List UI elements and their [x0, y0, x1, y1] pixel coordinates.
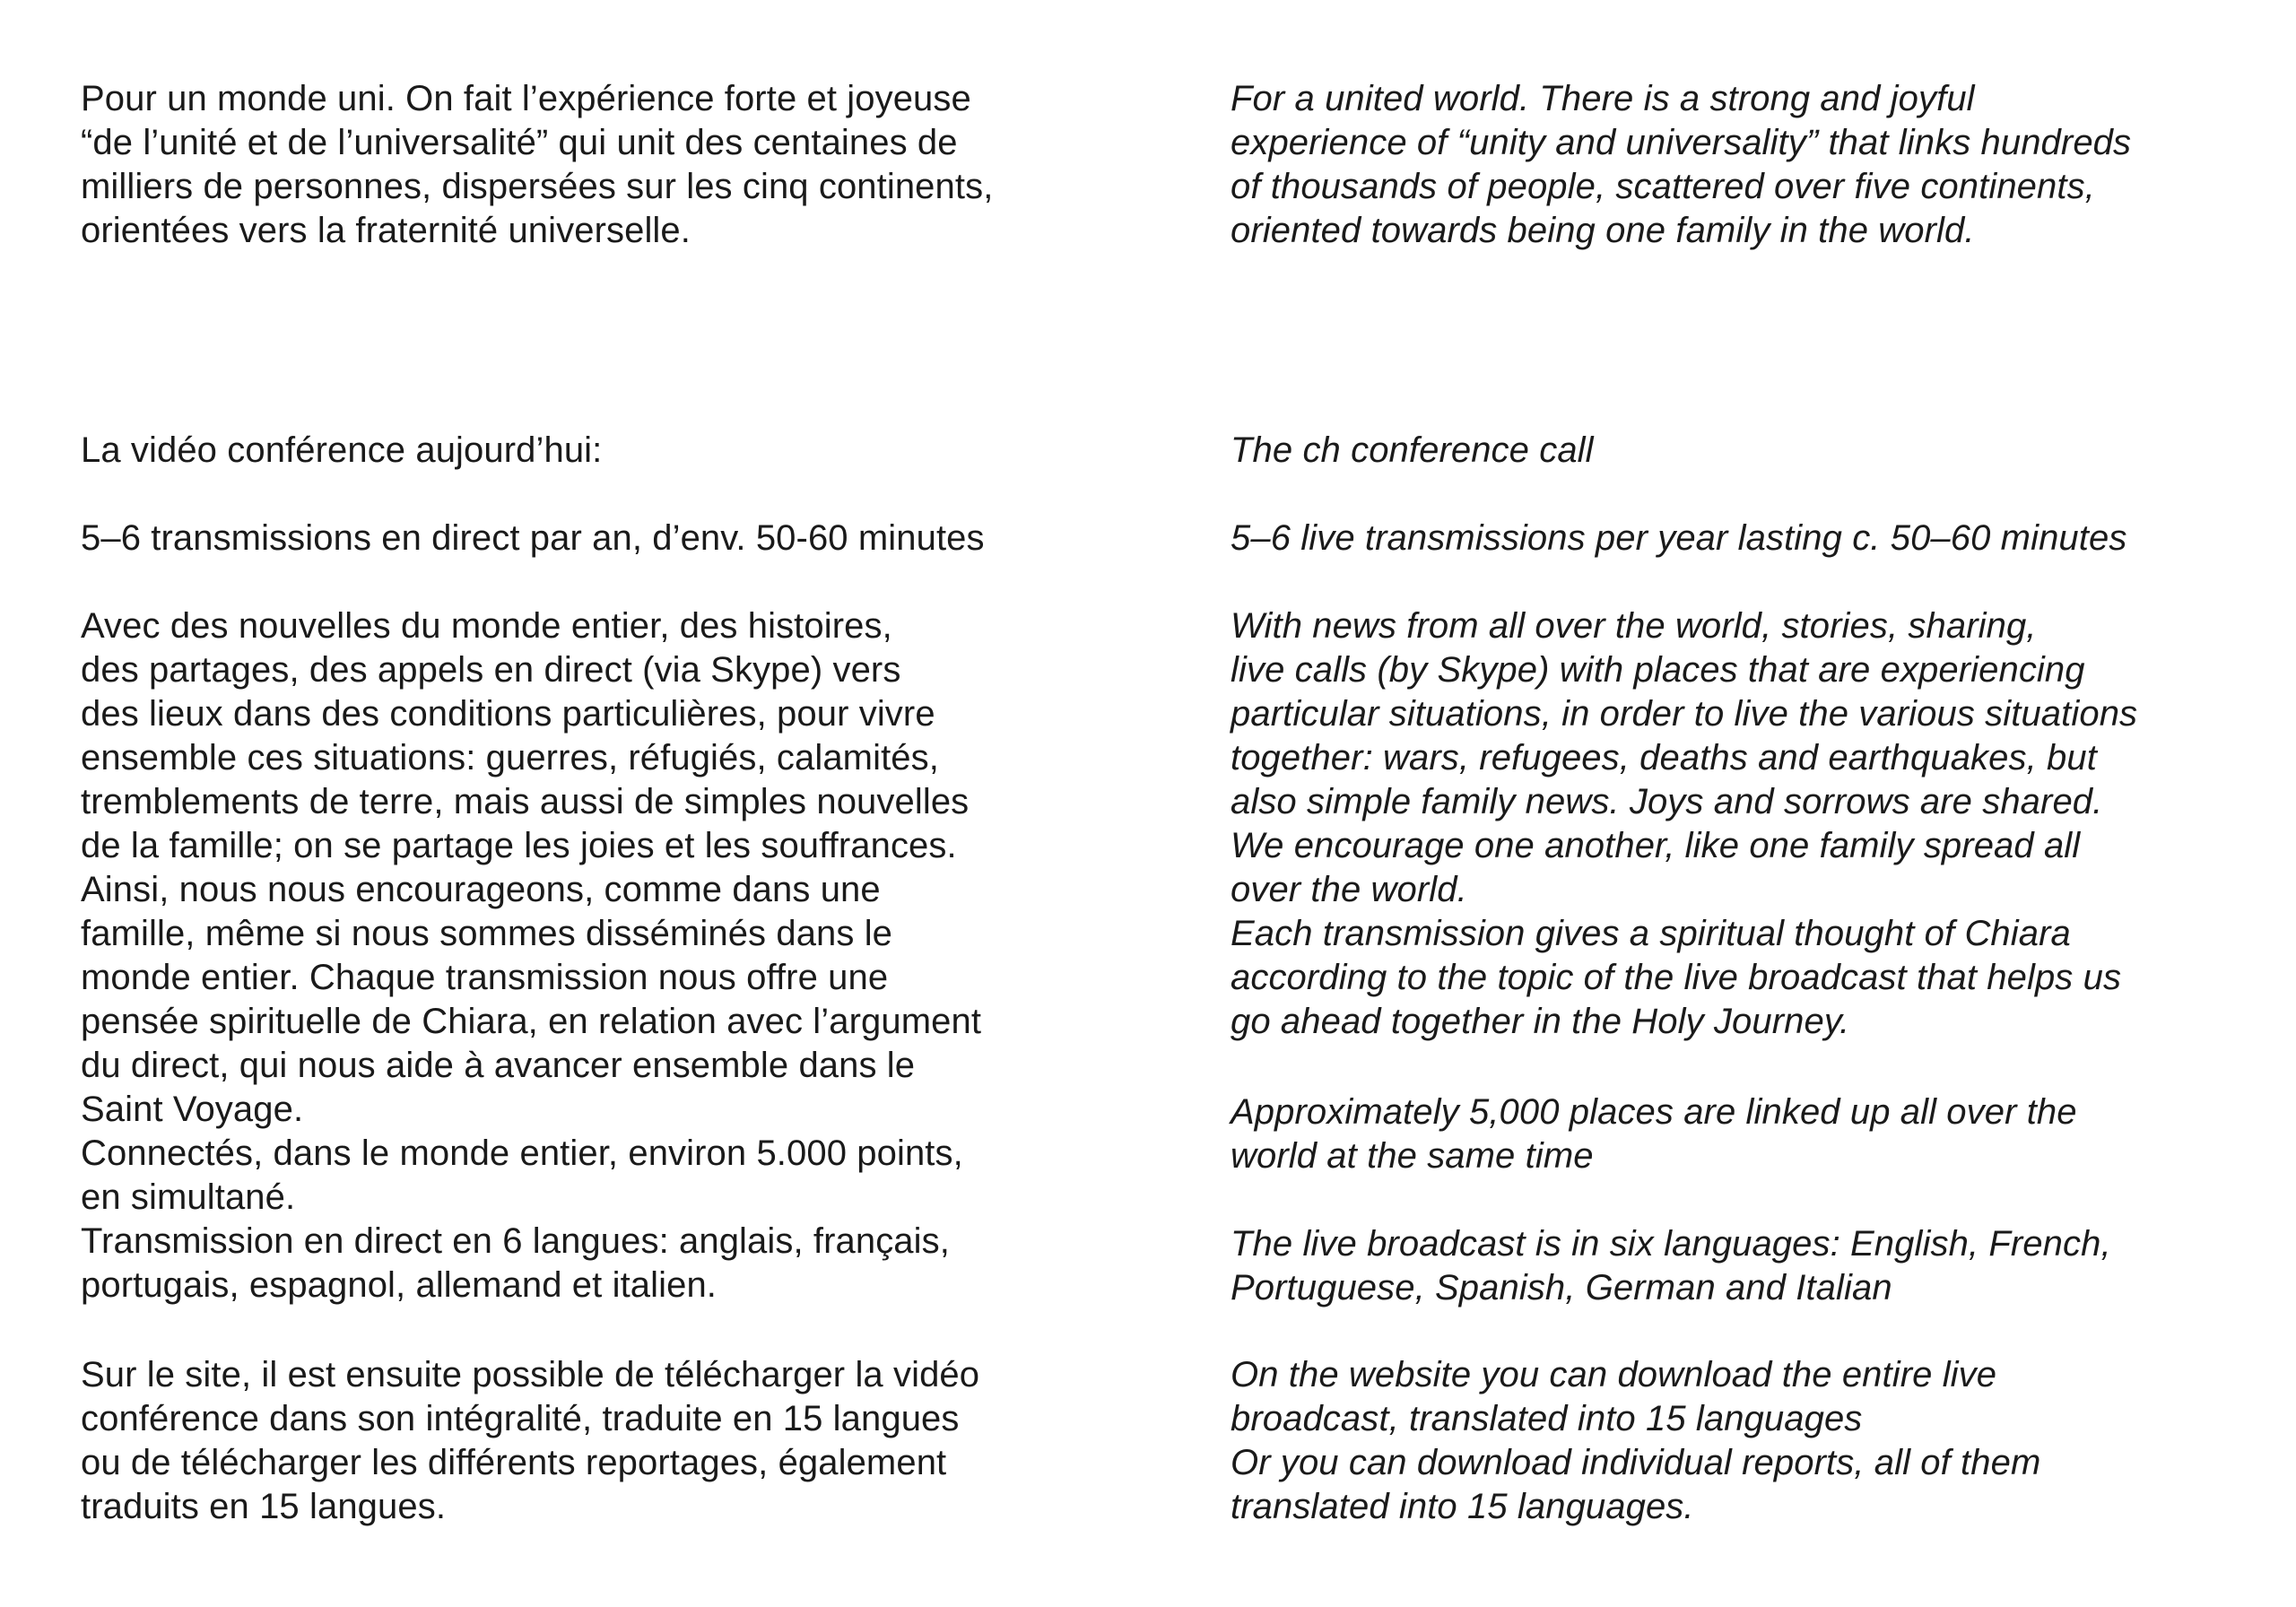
english-website-paragraph: On the website you can download the entire live broadcast, translated into 15 languages Or you can download individual reports, all of them translated into 15 languages.	[1231, 1355, 2041, 1526]
english-intro-paragraph: For a united world. There is a strong and joyful experience of “unity and universality” that links hundreds of thousands of people, scattered over five continents, oriented towards being one family in the world.	[1231, 79, 2132, 250]
english-section-heading: The ch conference call	[1231, 430, 1594, 470]
french-intro-paragraph: Pour un monde uni. On fait l’expérience forte et joyeuse “de l’unité et de l’universalité” qui unit des centaines de milliers de personnes, dispersées sur les cinq continents, orientées vers la fraternité universelle.	[81, 79, 994, 250]
french-body-paragraph: Avec des nouvelles du monde entier, des histoires, des partages, des appels en direct (via Skype) vers des lieux dans des conditions particulières, pour vivre ensemble ces situations: guerres, réfugiés, calamités, tremblements de terre, mais aussi de simples nouvelles de la famille; on se partage les joies et les souffrances. Ainsi, nous nous encourageons, comme dans une famille, même si nous sommes disséminés dans le monde entier. Chaque transmission nous offre une pensée spirituelle de Chiara, en relation avec l’argument du direct, qui nous aide à avancer ensemble dans le Saint Voyage. Connectés, dans le monde entier, environ 5.000 points, en simultané. Transmission en direct en 6 langues: anglais, français, portugais, espagnol, allemand et italien.	[81, 606, 982, 1305]
english-frequency-line: 5–6 live transmissions per year lasting c. 50–60 minutes	[1231, 518, 2127, 558]
french-frequency-line: 5–6 transmissions en direct par an, d’env. 50-60 minutes	[81, 518, 985, 558]
english-body-paragraph: With news from all over the world, stories, sharing, live calls (by Skype) with places that are experiencing particular situations, in order to live the various situations together: wars, refugees, deaths and earthquakes, but also simple family news. Joys and sorrows are shared. We encourage one another, like one family spread all over the world. Each transmission gives a spiritual thought of Chiara according to the topic of the live broadcast that helps us go ahead together in the Holy Journey.	[1231, 606, 2138, 1041]
french-website-paragraph: Sur le site, il est ensuite possible de télécharger la vidéo conférence dans son intégralité, traduite en 15 langues ou de télécharger les différents reportages, également traduits en 15 langues.	[81, 1355, 980, 1526]
english-languages-paragraph: The live broadcast is in six languages: English, French, Portuguese, Spanish, German and Italian	[1231, 1224, 2111, 1307]
english-places-paragraph: Approximately 5,000 places are linked up all over the world at the same time	[1231, 1092, 2077, 1176]
french-section-heading: La vidéo conférence aujourd’hui:	[81, 430, 603, 470]
